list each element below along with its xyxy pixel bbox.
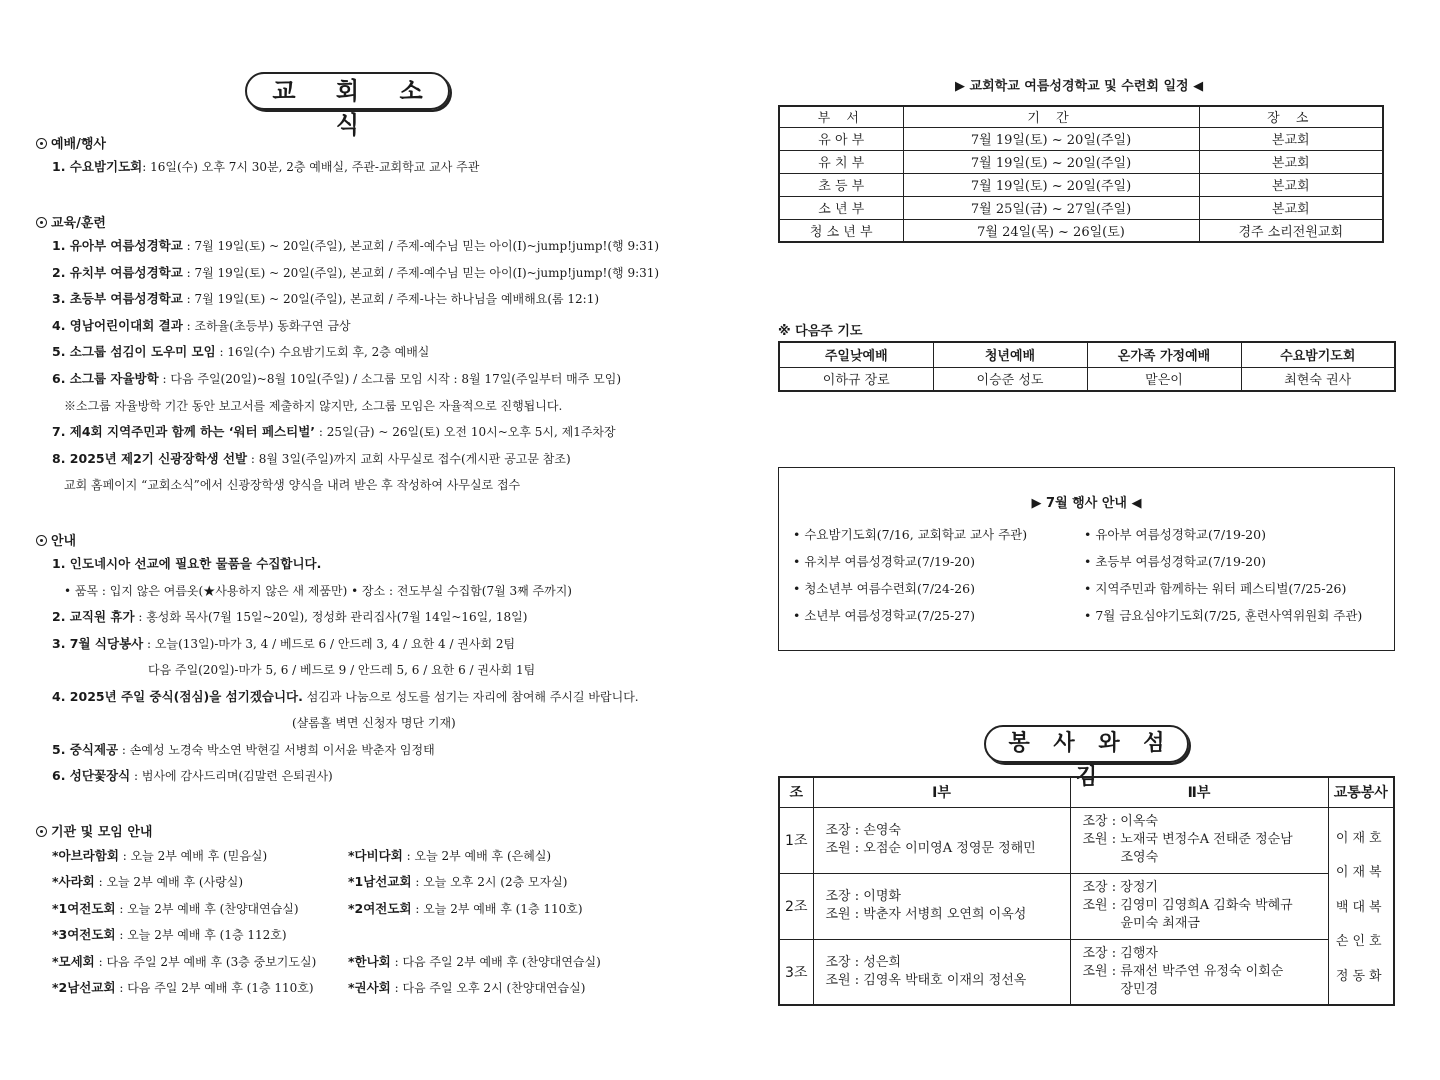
part2-cell	[1070, 939, 1328, 1005]
group-item: *3여전도회 : 오늘 2부 예배 후 (1층 112호)	[52, 927, 287, 942]
table-cell: 경주 소리전원교회	[1199, 219, 1383, 242]
circle-bullet-icon	[36, 535, 47, 546]
leader-line: 조장 : 김행자	[1082, 945, 1158, 961]
group-item: *1남선교회 : 오늘 오후 2시 (2층 모자실)	[348, 874, 568, 889]
group-item: *아브라함회 : 오늘 2부 예배 후 (믿음실)	[52, 848, 268, 863]
news-title: 교 회 소 식	[245, 72, 450, 110]
members-line: 장민경	[1120, 981, 1159, 997]
traffic-name: 백대복	[1335, 899, 1386, 915]
event-item: • 수요밤기도회(7/16, 교회학교 교사 주관)	[793, 527, 1028, 542]
group-item: *한나회 : 다음 주일 2부 예배 후 (찬양대연습실)	[348, 954, 601, 969]
group-item: *모세회 : 다음 주일 2부 예배 후 (3층 중보기도실)	[52, 954, 317, 969]
table-cell: 7월 19일(토) ~ 20일(주일)	[903, 150, 1199, 173]
group-cell: 2조	[779, 873, 813, 939]
education-item: 4. 영남어린이대회 결과 : 조하율(초등부) 동화구연 금상	[52, 318, 351, 333]
notice-item: 3. 7월 식당봉사 : 오늘(13일)-마가 3, 4 / 베드로 6 / 안드레 3, 4 / 요한 4 / 권사회 2팀	[52, 636, 516, 651]
circle-bullet-icon	[36, 826, 47, 837]
service-table	[778, 776, 1395, 1006]
table-cell: 청 소 년 부	[779, 219, 903, 242]
education-item: 5. 소그룹 섬김이 도우미 모임 : 16일(수) 수요밤기도회 후, 2층 예배실	[52, 344, 430, 359]
table-row	[779, 219, 1383, 242]
part2-cell	[1070, 807, 1328, 873]
column-header: 온가족 가정예배	[1087, 342, 1241, 367]
notice-item: 4. 2025년 주일 중식(점심)을 섬기겠습니다. 섬김과 나눔으로 성도를 섬기는 자리에 참여해 주시길 바랍니다.	[52, 689, 639, 704]
column-header: 교통봉사	[1328, 777, 1394, 807]
table-row	[779, 127, 1383, 150]
leader-line: 조장 : 이옥숙	[1082, 814, 1158, 829]
section-notice-heading: 안내	[36, 530, 76, 549]
table-row	[779, 807, 1394, 873]
column-header: 청년예배	[933, 342, 1087, 367]
traffic-name: 이재호	[1335, 830, 1386, 846]
leader-line: 조장 : 손영숙	[825, 823, 901, 838]
notice-item: 2. 교직원 휴가 : 홍성화 목사(7월 15일~20일), 정성화 관리집사(7월 14일~16일, 18일)	[52, 609, 528, 624]
table-row	[779, 873, 1394, 939]
column-header: 주일낮예배	[779, 342, 933, 367]
event-item: • 유아부 여름성경학교(7/19-20)	[1084, 527, 1266, 542]
notice-subitem: • 품목 : 입지 않은 여름옷(★사용하지 않은 새 제품만) • 장소 : 전도부실 수집함(7월 3째 주까지)	[64, 584, 572, 598]
column-header: 부 서	[779, 106, 903, 127]
part2-cell	[1070, 873, 1328, 939]
traffic-name: 손인호	[1335, 934, 1386, 949]
leader-line: 조장 : 이명화	[825, 889, 901, 904]
july-events-box	[778, 467, 1395, 651]
leader-line: 조장 : 장정기	[1082, 880, 1158, 895]
table-cell: 초 등 부	[779, 173, 903, 196]
section-groups-heading: 기관 및 모임 안내	[36, 821, 152, 840]
section-worship-heading: 예배/행사	[36, 133, 106, 152]
circle-bullet-icon	[36, 217, 47, 228]
table-header-row	[779, 777, 1394, 807]
section-education-heading: 교육/훈련	[36, 212, 106, 231]
table-cell: 맡은이	[1087, 367, 1241, 391]
table-cell: 최현숙 권사	[1241, 367, 1395, 391]
education-item: 2. 유치부 여름성경학교 : 7월 19일(토) ~ 20일(주일), 본교회 / 주제-예수님 믿는 아이(I)~jump!jump!(행 9:31)	[52, 265, 660, 280]
column-header: 기 간	[903, 106, 1199, 127]
group-item: *2남선교회 : 다음 주일 2부 예배 후 (1층 110호)	[52, 980, 314, 995]
members-line: 윤미숙 최재금	[1120, 916, 1200, 931]
part1-cell	[813, 939, 1070, 1005]
worship-item: 1. 수요밤기도회: 16일(수) 오후 7시 30분, 2층 예배실, 주관-교회학교 교사 주관	[52, 159, 480, 174]
group-item: *사라회 : 오늘 2부 예배 후 (사랑실)	[52, 874, 244, 889]
table-cell: 유 치 부	[779, 150, 903, 173]
traffic-name: 이재복	[1335, 865, 1386, 880]
table-header-row	[779, 342, 1395, 367]
table-row	[779, 939, 1394, 1005]
circle-bullet-icon	[36, 138, 47, 149]
group-item: *다비다회 : 오늘 2부 예배 후 (은혜실)	[348, 848, 552, 863]
table-cell: 7월 19일(토) ~ 20일(주일)	[903, 127, 1199, 150]
event-item: • 7월 금요심야기도회(7/25, 훈련사역위원회 주관)	[1084, 608, 1363, 623]
column-header: 수요밤기도회	[1241, 342, 1395, 367]
column-header: 조	[779, 777, 813, 807]
leader-line: 조장 : 성은희	[825, 954, 901, 970]
education-item: 7. 제4회 지역주민과 함께 하는 ‘워터 페스티벌’ : 25일(금) ~ 26일(토) 오전 10시~오후 5시, 제1주차장	[52, 424, 616, 439]
table-row	[779, 150, 1383, 173]
group-cell: 3조	[779, 939, 813, 1005]
service-title: 봉 사 와 섬 김	[984, 725, 1189, 763]
table-header-row	[779, 106, 1383, 127]
prayer-table	[778, 341, 1396, 392]
event-item: • 청소년부 여름수련회(7/24-26)	[793, 581, 975, 596]
group-item: *2여전도회 : 오늘 2부 예배 후 (1층 110호)	[348, 901, 583, 916]
notice-item: 6. 성단꽃장식 : 범사에 감사드리며(김말련 은퇴권사)	[52, 768, 333, 783]
part1-cell	[813, 873, 1070, 939]
table-cell: 7월 19일(토) ~ 20일(주일)	[903, 173, 1199, 196]
events-title: ▶ 7월 행사 안내 ◀	[1031, 496, 1142, 511]
event-item: • 초등부 여름성경학교(7/19-20)	[1084, 554, 1266, 569]
group-item: *권사회 : 다음 주일 오후 2시 (찬양대연습실)	[348, 980, 586, 995]
education-item: 8. 2025년 제2기 신광장학생 선발 : 8월 3일(주일)까지 교회 사무실로 접수(게시판 공고문 참조)	[52, 451, 571, 466]
notice-item: 1. 인도네시아 선교에 필요한 물품을 수집합니다.	[52, 556, 322, 571]
members-line: 조원 : 김영미 김영희A 김화숙 박혜규	[1082, 898, 1293, 913]
table-cell: 본교회	[1199, 196, 1383, 219]
table-cell: 본교회	[1199, 150, 1383, 173]
members-line: 조원 : 김영옥 박태호 이재의 정선옥	[825, 972, 1027, 988]
schedule-title: ▶ 교회학교 여름성경학교 및 수련회 일정 ◀	[955, 79, 1204, 94]
education-item: 1. 유아부 여름성경학교 : 7월 19일(토) ~ 20일(주일), 본교회 / 주제-예수님 믿는 아이(I)~jump!jump!(행 9:31)	[52, 238, 660, 253]
table-cell: 7월 25일(금) ~ 27일(주일)	[903, 196, 1199, 219]
table-row	[779, 173, 1383, 196]
column-header: 장 소	[1199, 106, 1383, 127]
event-item: • 소년부 여름성경학교(7/25-27)	[793, 608, 975, 623]
part1-cell	[813, 807, 1070, 873]
traffic-name: 정동화	[1335, 968, 1386, 984]
table-row	[779, 367, 1395, 391]
traffic-cell	[1328, 807, 1394, 1005]
education-item: 6. 소그룹 자율방학 : 다음 주일(20일)~8월 10일(주일) / 소그룹 모임 시작 : 8월 17일(주일부터 매주 모임)	[52, 371, 622, 386]
members-line: 조원 : 오점순 이미영A 정영문 정해민	[825, 841, 1036, 856]
table-cell: 이승준 성도	[933, 367, 1087, 391]
event-item: • 유치부 여름성경학교(7/19-20)	[793, 554, 975, 569]
members-line: 조원 : 노재국 변정수A 전태준 정순남	[1082, 832, 1293, 847]
table-row	[779, 196, 1383, 219]
table-cell: 소 년 부	[779, 196, 903, 219]
schedule-table	[778, 105, 1384, 243]
education-note: ※소그룹 자율방학 기간 동안 보고서를 제출하지 않지만, 소그룹 모임은 자율적으로 진행됩니다.	[64, 399, 563, 413]
table-cell: 7월 24일(목) ~ 26일(토)	[903, 219, 1199, 242]
members-line: 조원 : 박춘자 서병희 오연희 이옥성	[825, 907, 1027, 922]
column-header: Ⅰ부	[813, 777, 1070, 807]
members-line: 조영숙	[1120, 850, 1159, 865]
education-item: 3. 초등부 여름성경학교 : 7월 19일(토) ~ 20일(주일), 본교회 / 주제-나는 하나님을 예배해요(롬 12:1)	[52, 291, 600, 306]
table-cell: 본교회	[1199, 173, 1383, 196]
table-cell: 유 아 부	[779, 127, 903, 150]
notice-subitem: (샬롬홀 벽면 신청자 명단 기재)	[292, 716, 456, 730]
group-cell: 1조	[779, 807, 813, 873]
notice-item: 5. 중식제공 : 손예성 노경숙 박소연 박현길 서병희 이서윤 박춘자 임정태	[52, 742, 435, 757]
notice-subitem: 다음 주일(20일)-마가 5, 6 / 베드로 9 / 안드레 5, 6 / 요한 6 / 권사회 1팀	[148, 663, 536, 677]
education-note: 교회 홈페이지 “교회소식”에서 신광장학생 양식을 내려 받은 후 작성하여 사무실로 접수	[64, 478, 521, 492]
group-item: *1여전도회 : 오늘 2부 예배 후 (찬양대연습실)	[52, 901, 299, 916]
members-line: 조원 : 류재선 박주연 유정숙 이회순	[1082, 963, 1284, 979]
column-header: Ⅱ부	[1070, 777, 1328, 807]
event-item: • 지역주민과 함께하는 워터 페스티벌(7/25-26)	[1084, 581, 1347, 596]
table-cell: 이하규 장로	[779, 367, 933, 391]
table-cell: 본교회	[1199, 127, 1383, 150]
prayer-title: ※ 다음주 기도	[778, 324, 863, 339]
